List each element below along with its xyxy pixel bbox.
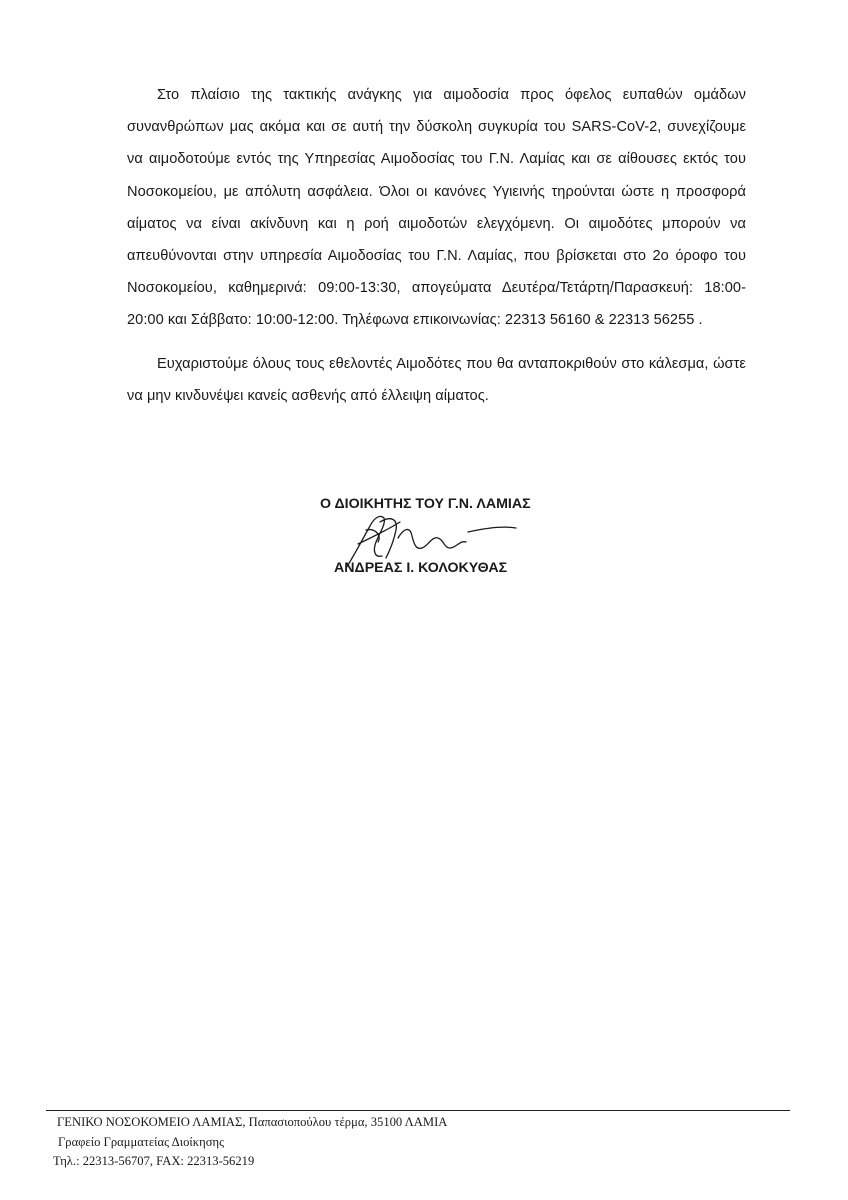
footer-hospital-address: ΓΕΝΙΚΟ ΝΟΣΟΚΟΜΕΙΟ ΛΑΜΙΑΣ, Παπασιοπούλου τέρμα, 35100 ΛΑΜΙΑ (57, 1115, 448, 1129)
paragraph-blood-donation-info: Στο πλαίσιο της τακτικής ανάγκης για αιμοδοσία προς όφελος ευπαθών ομάδων συνανθρώπων μας ακόμα και σε αυτή την δύσκολη συγκυρία του SARS-CoV-2, συνεχίζουμε να αιμοδοτούμε εντός της Υπηρεσίας Αιμοδοσίας του Γ.Ν. Λαμίας και σε αίθουσες εκτός του Νοσοκομείου, με απόλυτη ασφάλεια. Όλοι οι κανόνες Υγιεινής τηρούνται ώστε η προσφορά αίματος να είναι ακίνδυνη και η ροή αιμοδοτών ελεγχόμενη. Οι αιμοδότες μπορούν να απευθύνονται στην υπηρεσία Αιμοδοσίας του Γ.Ν. Λαμίας, που βρίσκεται στο 2ο όροφο του Νοσοκομείου, καθημερινά: 09:00-13:30, απογεύματα Δευτέρα/Τετάρτη/Παρασκευή: 18:00-20:00 και Σάββατο: 10:00-12:00. Τηλέφωνα επικοινωνίας: 22313 56160 & 22313 56255 . (127, 87, 746, 329)
footer (50, 1113, 447, 1172)
paragraph-thanks: Ευχαριστούμε όλους τους εθελοντές Αιμοδότες που θα ανταποκριθούν στο κάλεσμα, ώστε να μην κινδυνέψει κανείς ασθενής από έλλειψη αίματος. (127, 355, 746, 404)
footer-contact: Τηλ.: 22313-56707, FAX: 22313-56219 (53, 1154, 255, 1168)
footer-divider (46, 1110, 790, 1111)
letter-body (127, 79, 746, 412)
signatory-title: Ο ΔΙΟΙΚΗΤΗΣ ΤΟΥ Γ.Ν. ΛΑΜΙΑΣ (320, 496, 531, 512)
footer-office: Γραφείο Γραμματείας Διοίκησης (58, 1134, 225, 1149)
signatory-name: ΑΝΔΡΕΑΣ Ι. ΚΟΛΟΚΥΘΑΣ (334, 560, 508, 576)
